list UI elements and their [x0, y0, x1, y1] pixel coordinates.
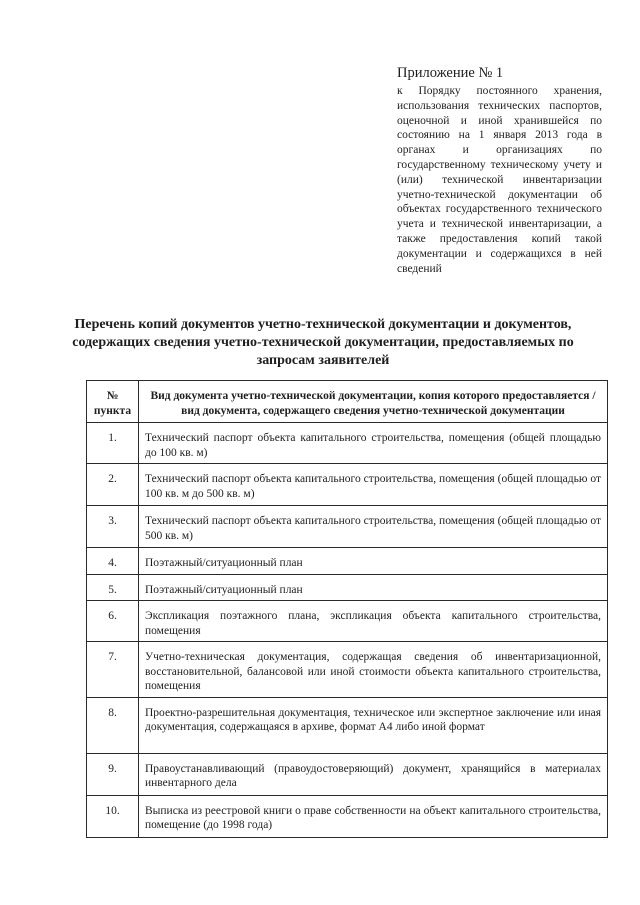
table-row — [87, 423, 608, 464]
table-row — [87, 601, 608, 642]
table-row — [87, 642, 608, 698]
header-description: Вид документа учетно-технической документации, копия которого предоставляется / вид документа, содержащего сведения учетно-технической документации — [139, 381, 608, 423]
row-number: 10. — [87, 795, 139, 837]
row-description: Технический паспорт объекта капитального строительства, помещения (общей площадью от 500 кв. м) — [139, 506, 608, 548]
documents-table — [86, 380, 608, 838]
row-number: 6. — [87, 601, 139, 642]
appendix-block — [397, 64, 602, 276]
table-row — [87, 697, 608, 753]
row-description: Правоустанавливающий (правоудостоверяющий) документ, хранящийся в материалах инвентарного дела — [139, 753, 608, 795]
row-description: Проектно-разрешительная документация, техническое или экспертное заключение или иная документация, содержащаяся в архиве, формат А4 либо иной формат — [139, 697, 608, 753]
row-number: 7. — [87, 642, 139, 698]
row-number: 3. — [87, 506, 139, 548]
row-description: Поэтажный/ситуационный план — [139, 574, 608, 601]
table-row — [87, 574, 608, 601]
row-number: 8. — [87, 697, 139, 753]
row-number: 9. — [87, 753, 139, 795]
header-number: № пункта — [87, 381, 139, 423]
row-description: Экспликация поэтажного плана, экспликация объекта капитального строительства, помещения — [139, 601, 608, 642]
table-row — [87, 753, 608, 795]
row-number: 5. — [87, 574, 139, 601]
row-description: Технический паспорт объекта капитального строительства, помещения (общей площадью до 100 кв. м) — [139, 423, 608, 464]
table-row — [87, 795, 608, 837]
table-row — [87, 548, 608, 575]
row-number: 2. — [87, 464, 139, 506]
row-description: Поэтажный/ситуационный план — [139, 548, 608, 575]
row-description: Технический паспорт объекта капитального строительства, помещения (общей площадью от 100 кв. м до 500 кв. м) — [139, 464, 608, 506]
table-header-row — [87, 381, 608, 423]
row-number: 1. — [87, 423, 139, 464]
row-number: 4. — [87, 548, 139, 575]
row-description: Учетно-техническая документация, содержащая сведения об инвентаризационной, восстановительной, балансовой или иной стоимости объекта капитального строительства, помещения — [139, 642, 608, 698]
appendix-title: Приложение № 1 — [397, 65, 504, 81]
table-row — [87, 464, 608, 506]
table-row — [87, 506, 608, 548]
appendix-text: к Порядку постоянного хранения, использования технических паспортов, оценочной и иной хранившейся по состоянию на 1 января 2013 года в органах и организациях по государственному техническому учету и (или) технической инвентаризации учетно-технической документации об объектах государственного технического учета и технической инвентаризации, а также предоставления копий такой документации и содержащихся в ней сведений — [397, 85, 602, 275]
document-title: Перечень копий документов учетно-технической документации и документов, содержащих сведения учетно-технической документации, предоставляемых по запросам заявителей — [72, 317, 574, 368]
row-description: Выписка из реестровой книги о праве собственности на объект капитального строительства, помещение (до 1998 года) — [139, 795, 608, 837]
